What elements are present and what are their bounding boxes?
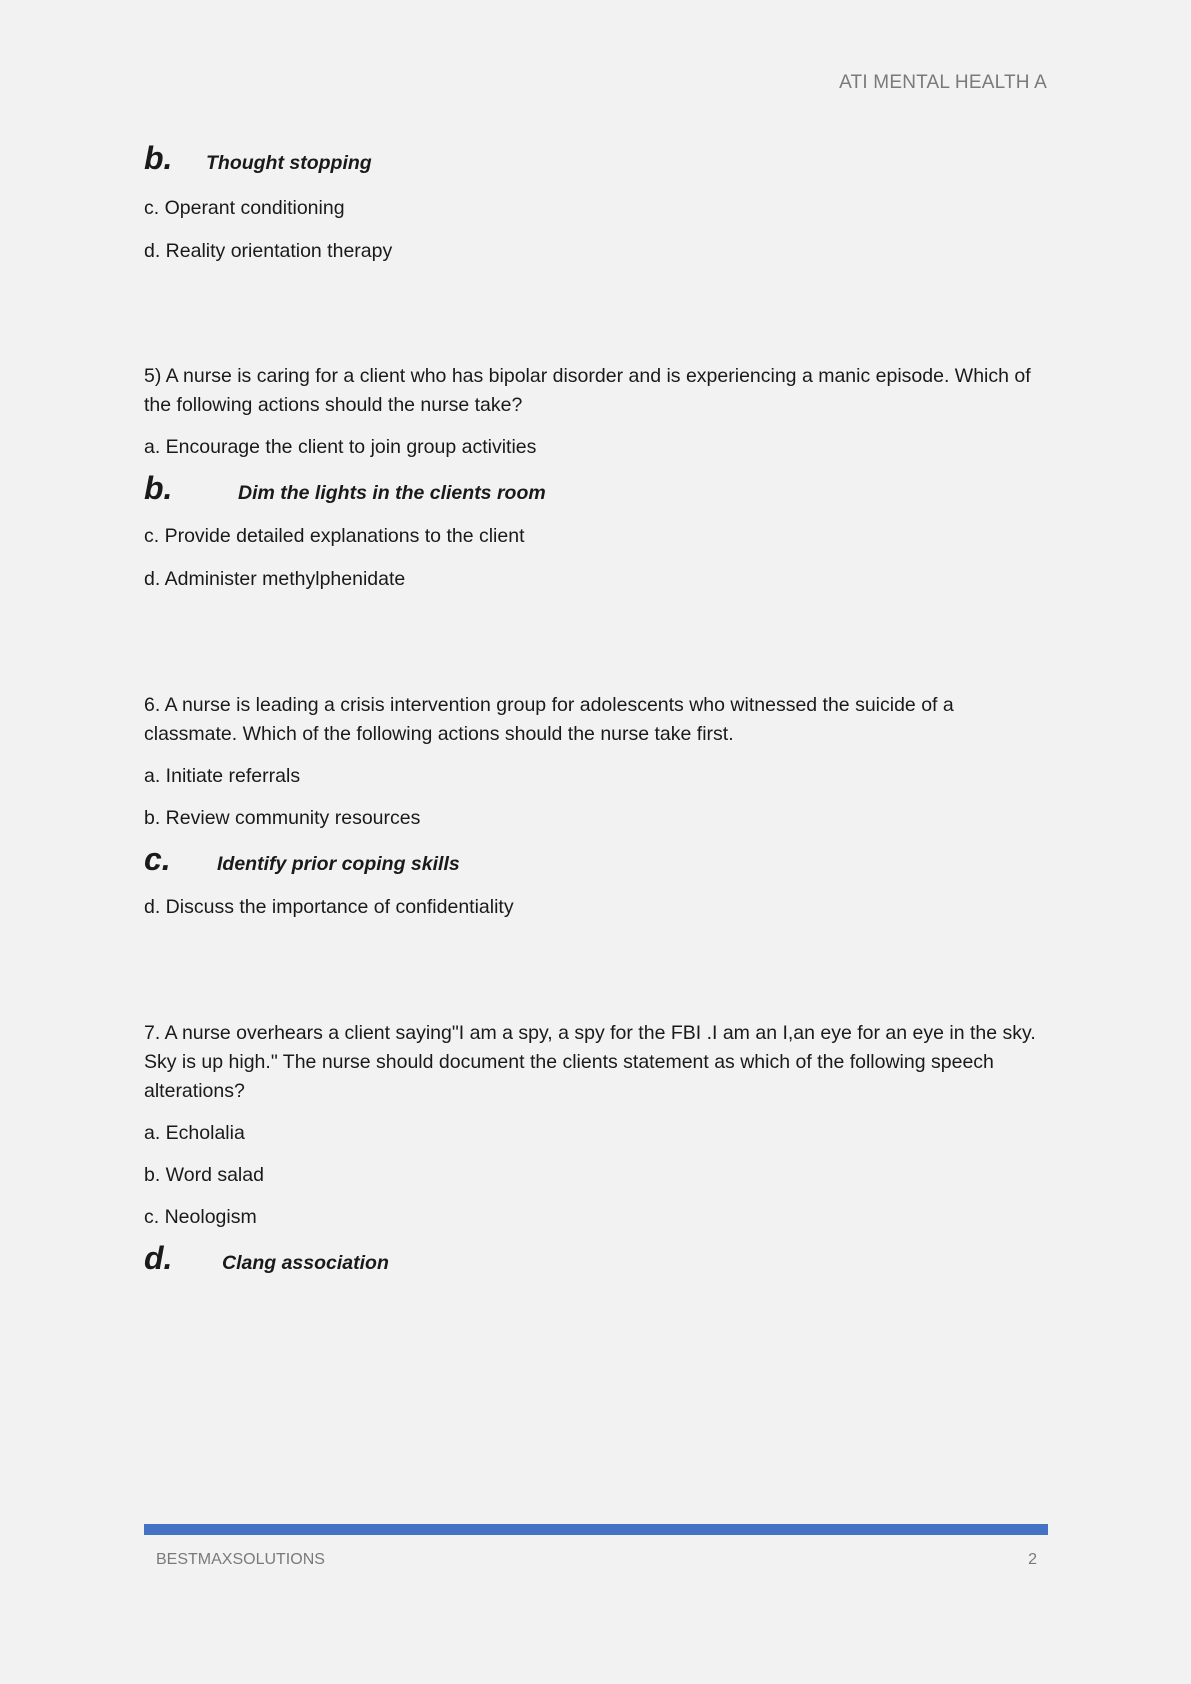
q4-answer-text: Thought stopping bbox=[206, 152, 372, 174]
q6-answer bbox=[144, 841, 1048, 879]
footer-divider-bar bbox=[144, 1524, 1048, 1535]
q6-question: 6. A nurse is leading a crisis intervention group for adolescents who witnessed the suicide of a classmate. Which of the following actions should the nurse take first. bbox=[144, 694, 954, 745]
q5-answer-text: Dim the lights in the clients room bbox=[238, 482, 546, 504]
q5-option-a: a. Encourage the client to join group activities bbox=[144, 436, 537, 458]
footer-company-name: BESTMAXSOLUTIONS bbox=[156, 1551, 325, 1568]
q7-answer-letter: d. bbox=[144, 1240, 173, 1276]
q4-answer-letter: b. bbox=[144, 140, 173, 176]
q7-question: 7. A nurse overhears a client saying"I am a spy, a spy for the FBI .I am an I,an eye for an eye in the sky. Sky is up high." The nurse should document the clients statement as which of the following speech alterations? bbox=[144, 1022, 1036, 1102]
q4-option-c: c. Operant conditioning bbox=[144, 197, 345, 219]
q6-answer-letter: c. bbox=[144, 841, 171, 877]
footer-page-number: 2 bbox=[1028, 1551, 1037, 1568]
q7-option-b: b. Word salad bbox=[144, 1164, 264, 1186]
q6-option-a: a. Initiate referrals bbox=[144, 765, 301, 787]
q7-option-c: c. Neologism bbox=[144, 1206, 257, 1228]
q5-answer bbox=[144, 470, 1048, 508]
q7-answer bbox=[144, 1240, 1048, 1278]
q4-answer bbox=[144, 140, 1048, 178]
page-header-title: ATI MENTAL HEALTH A bbox=[839, 72, 1047, 93]
q7-answer-text: Clang association bbox=[222, 1252, 389, 1274]
q6-answer-text: Identify prior coping skills bbox=[217, 853, 460, 875]
q5-option-c: c. Provide detailed explanations to the client bbox=[144, 525, 525, 547]
q7-option-a: a. Echolalia bbox=[144, 1122, 245, 1144]
q5-answer-letter: b. bbox=[144, 470, 173, 506]
q6-option-d: d. Discuss the importance of confidentiality bbox=[144, 896, 514, 918]
q5-option-d: d. Administer methylphenidate bbox=[144, 568, 406, 590]
q4-option-d: d. Reality orientation therapy bbox=[144, 240, 393, 262]
q6-option-b: b. Review community resources bbox=[144, 807, 421, 829]
page-content bbox=[144, 140, 1048, 1278]
q5-question: 5) A nurse is caring for a client who has bipolar disorder and is experiencing a manic episode. Which of the following actions should the nurse take? bbox=[144, 365, 1031, 416]
